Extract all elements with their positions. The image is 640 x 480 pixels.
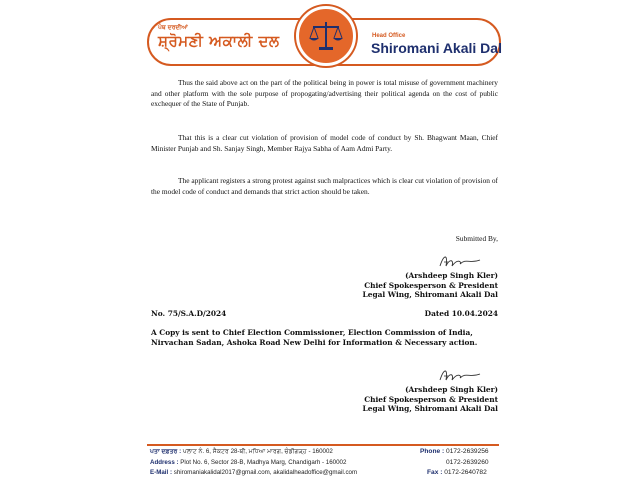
punjabi-tagline: ਪੰਥ ਦਰਦੀਆਂ [158, 24, 188, 31]
letterhead-footer [0, 444, 640, 480]
fax-label: Fax : [427, 469, 443, 476]
submitted-by: Submitted By, [455, 234, 498, 243]
address: Plot No. 6, Sector 28-B, Madhya Marg, Chandigarh - 160002 [180, 459, 347, 466]
head-office-label: Head Office [372, 33, 406, 39]
phone-number: 0172-2639256 [446, 448, 489, 455]
phone-number: 0172-2639260 [446, 459, 489, 466]
phone-line [420, 448, 489, 455]
signatory-title: Chief Spokesperson & President [364, 394, 498, 404]
copy-note: A Copy is sent to Chief Election Commissioner, Election Commission of India, Nirvachan Sadan, Ashoka Road New Delhi for Information & Necessary action. [151, 328, 478, 347]
body-paragraph: The applicant registers a strong protest against such malpractices which is clear cut violation of provision of the model code of conduct and demands that strict action should be taken. [151, 176, 498, 196]
email-label: E-Mail : [150, 469, 173, 476]
letterhead [0, 0, 640, 70]
signatory-block [363, 385, 498, 414]
reference-number: No. 75/S.A.D/2024 [151, 309, 227, 318]
signatory-title: Chief Spokesperson & President [364, 280, 498, 290]
address-label: Address : [150, 459, 179, 466]
address-line [150, 459, 346, 466]
phone-line [446, 459, 489, 466]
punjabi-address-line [150, 448, 333, 456]
signatory-block [363, 271, 498, 300]
fax-line [427, 469, 487, 476]
punjabi-address: ਪਲਾਟ ਨੰ. 6, ਸੈਕਟਰ 28-ਬੀ, ਮਧਿਆ ਮਾਰਗ, ਚੰਡੀਗੜ੍ਹ - 160002 [182, 448, 333, 455]
signatory-wing: Legal Wing, Shiromani Akali Dal [362, 290, 498, 299]
scales-of-justice-icon [308, 18, 344, 54]
signatory-wing: Legal Wing, Shiromani Akali Dal [362, 404, 498, 413]
footer-divider [147, 444, 499, 446]
org-name: Shiromani Akali Dal [371, 40, 502, 56]
signatory-name: (Arshdeep Singh Kler) [405, 385, 498, 394]
punjabi-party-name: ਸ਼੍ਰੋਮਣੀ ਅਕਾਲੀ ਦਲ [158, 32, 280, 50]
email-line [150, 469, 357, 476]
phone-label: Phone : [420, 448, 445, 455]
fax-number: 0172-2640782 [444, 469, 487, 476]
signature-icon [436, 366, 484, 386]
body-paragraph: Thus the said above act on the part of the political being in power is total misuse of government machinery and other platform with the sole purpose of propogating/advertising their political agenda on the cost of public exchequer of the State of Punjab. [151, 78, 498, 109]
body-paragraph: That this is a clear cut violation of provision of model code of conduct by Sh. Bhagwant Maan, Chief Minister Punjab and Sh. Sanjay Singh, Member Rajya Sabha of Aam Admi Party. [151, 133, 498, 153]
email[interactable]: shiromaniakalidal2017@gmail.com, akalidalheadoffice@gmail.com [173, 469, 358, 476]
letter-date: Dated 10.04.2024 [424, 309, 498, 318]
party-logo [296, 6, 356, 66]
signature-icon [436, 252, 484, 272]
signatory-name: (Arshdeep Singh Kler) [405, 271, 498, 280]
punjabi-address-label: ਪਤਾ ਦਫ਼ਤਰ : [150, 448, 182, 455]
